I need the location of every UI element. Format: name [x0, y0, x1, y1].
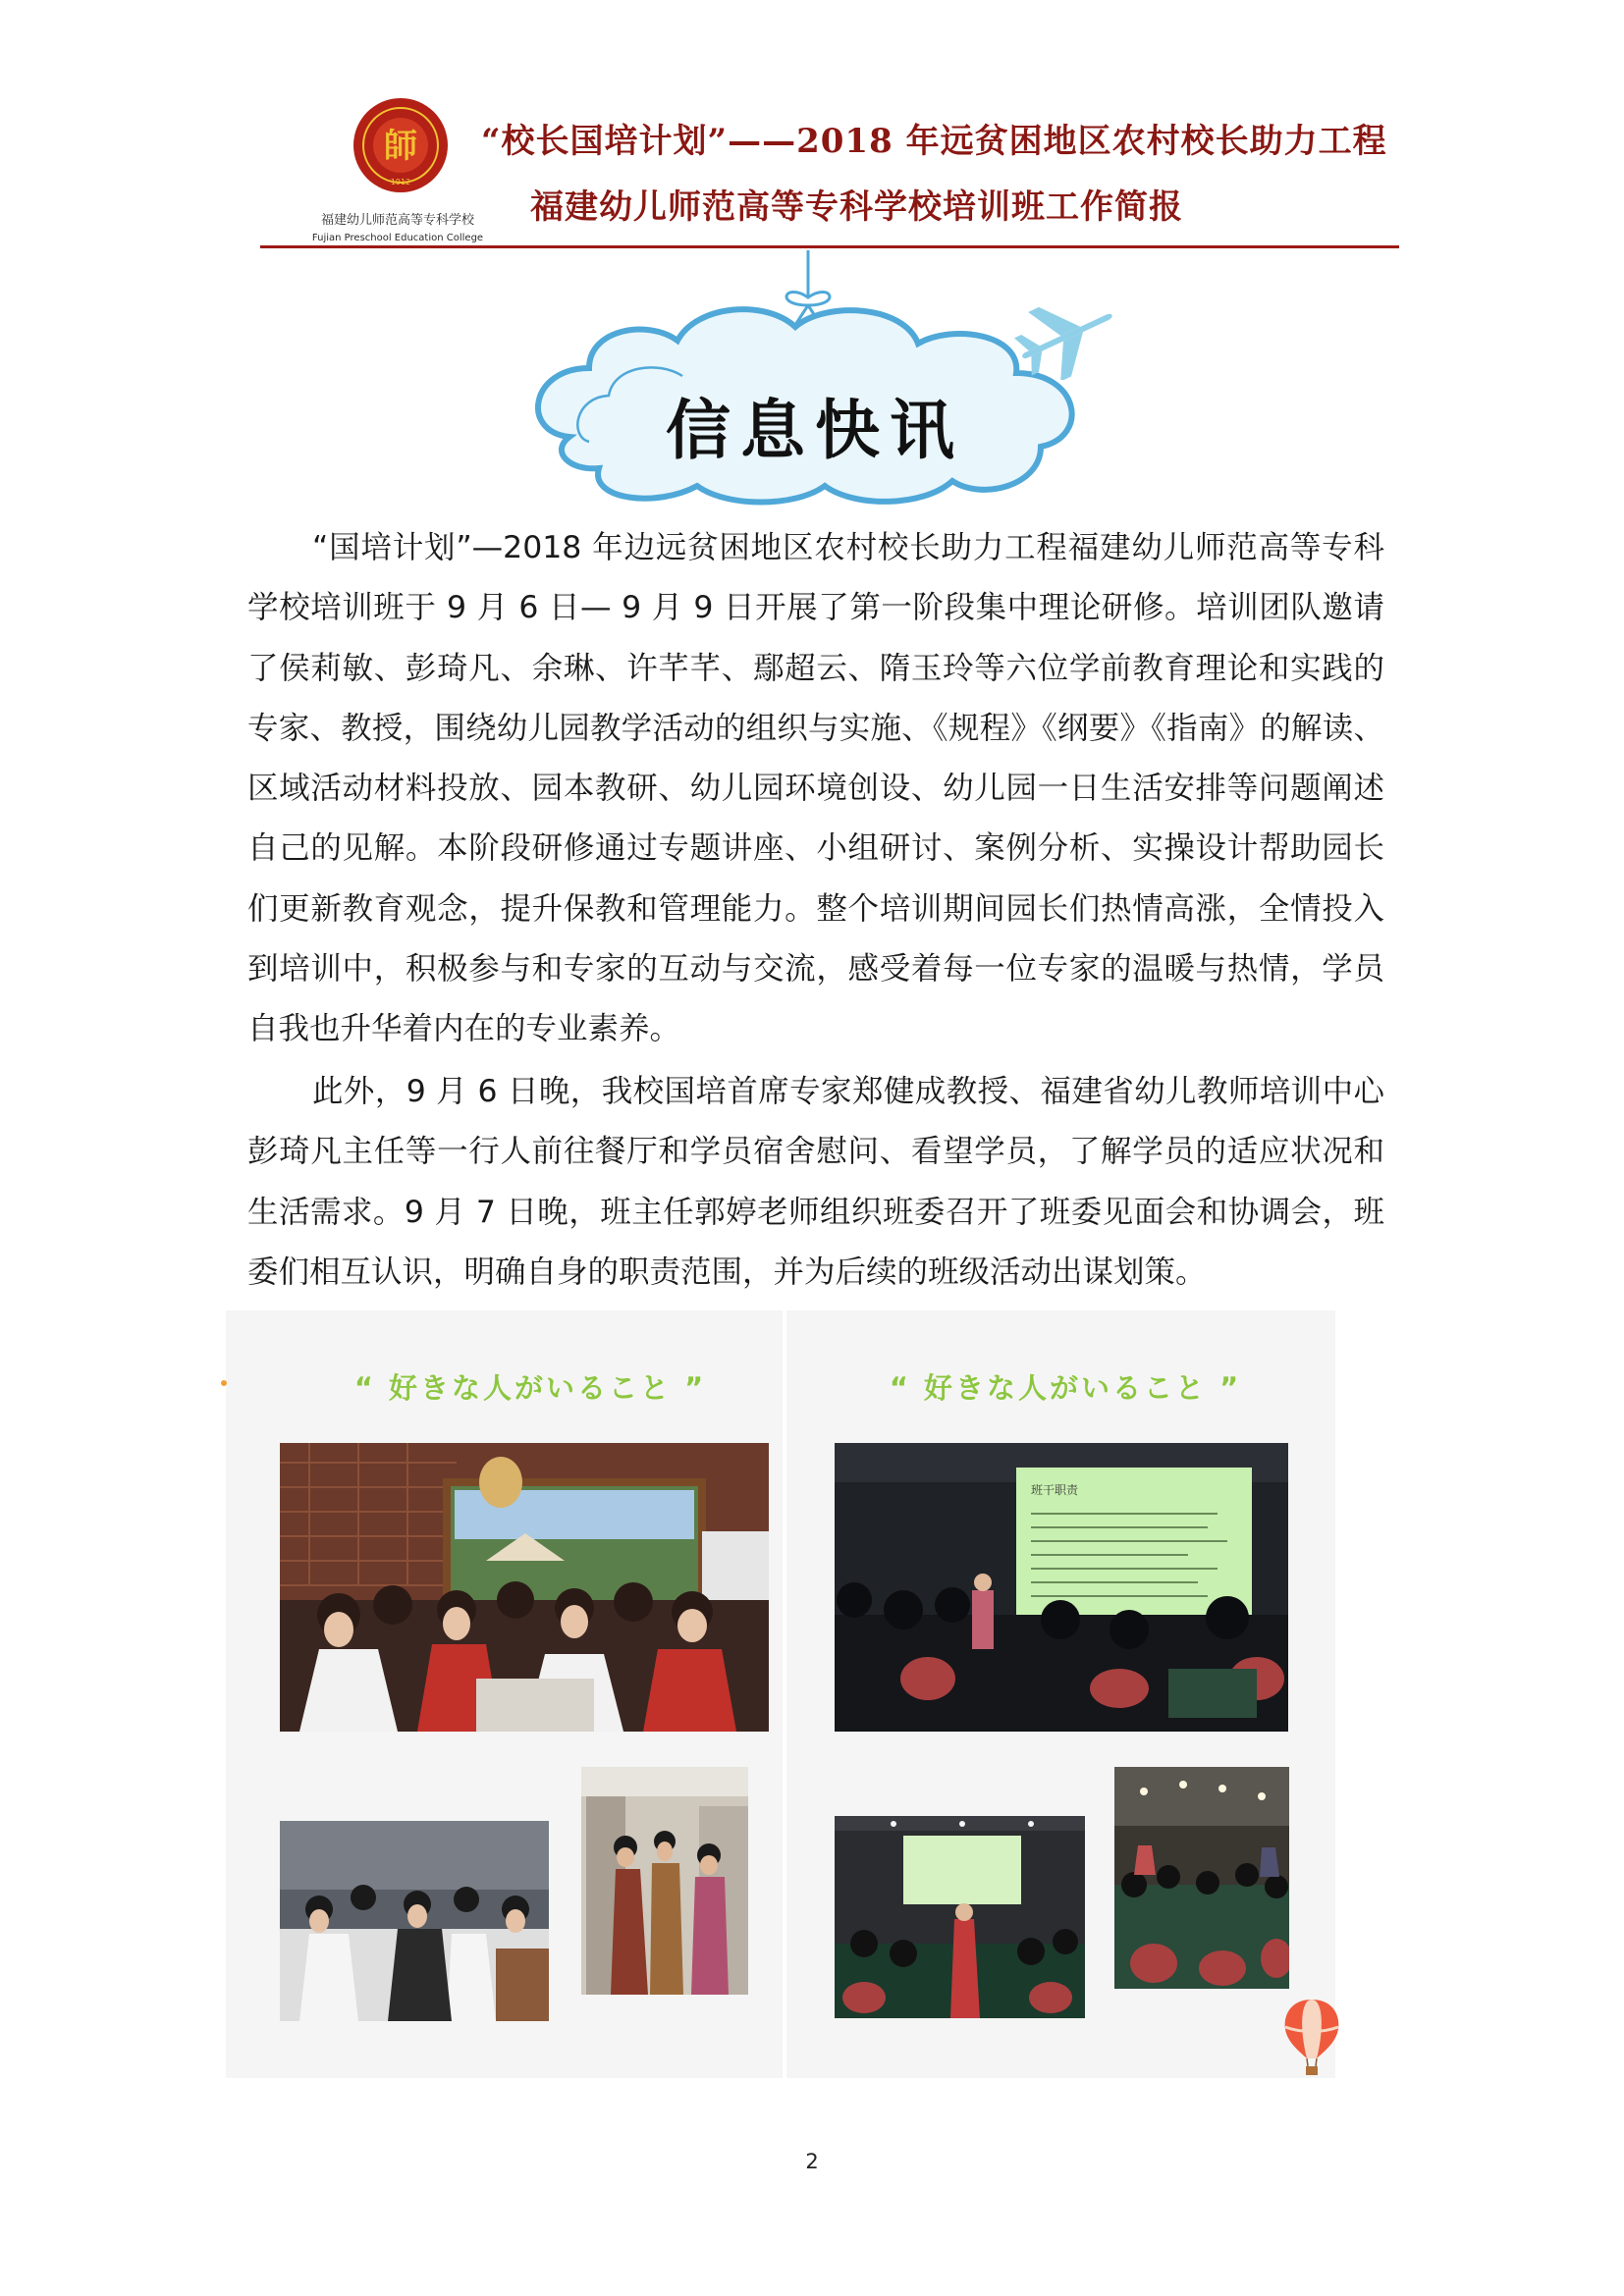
photo-panel-divider	[783, 1310, 786, 2078]
logo-school-name-cn: 福建幼儿师范高等专科学校	[320, 213, 475, 228]
logo-school-name-en: Fujian Preschool Education College	[311, 233, 484, 243]
page-number: 2	[805, 2150, 819, 2173]
projection-screen-heading: 班干职责	[1031, 1483, 1079, 1497]
classroom-projection-photo	[835, 1443, 1288, 1732]
meeting-room-photo	[835, 1816, 1085, 2018]
section-title: 信息快讯	[666, 392, 964, 468]
slogan-left: “ 好きな人がいること ”	[353, 1371, 707, 1405]
school-logo	[295, 90, 501, 247]
slogan-right: “ 好きな人がいること ”	[889, 1371, 1242, 1405]
decorative-dot-icon	[220, 1372, 228, 1380]
header-title-line-1: “校长国培计划”——2018 年远贫困地区农村校长助力工程	[481, 122, 1387, 161]
logo-emblem-text: 師	[384, 127, 417, 166]
body-paragraph-1: “国培计划”—2018 年边远贫困地区农村校长助力工程福建幼儿师范高等专科学校培训班于 9 月 6 日— 9 月 9 日开展了第一阶段集中理论研修。培训团队邀请了侯莉敏、彭琦凡、余琳、许芊芊、鄢超云、隋玉玲等六位学前教育理论和实践的专家、教授，围绕幼儿园教学活动的组织与实施、《规程》《纲要》《指南》的解读、区域活动材料投放、园本教研、幼儿园环境创设、幼儿园一日生活安排等问题阐述自己的见解。本阶段研修通过专题讲座、小组研讨、案例分析、实操设计帮助园长们更新教育观念，提升保教和管理能力。整个培训期间园长们热情高涨，全情投入到培训中，积极参与和专家的互动与交流，感受着每一位专家的温暖与热情，学员自我也升华着内在的专业素养。	[247, 530, 1384, 1047]
dinner-gathering-photo	[280, 1443, 769, 1732]
hot-air-balloon-icon	[1281, 1998, 1342, 2076]
hallway-visit-photo	[581, 1767, 748, 1995]
dormitory-visit-photo	[280, 1821, 549, 2021]
lecture-hall-photo	[1114, 1767, 1289, 1989]
header-divider	[260, 245, 1399, 248]
airplane-icon	[1011, 287, 1119, 380]
logo-year: 1912	[390, 178, 411, 187]
body-paragraph-2: 此外，9 月 6 日晚，我校国培首席专家郑健成教授、福建省幼儿教师培训中心彭琦凡主任等一行人前往餐厅和学员宿舍慰问、看望学员，了解学员的适应状况和生活需求。9 月 7 日晚，班主任郭婷老师组织班委召开了班委见面会和协调会，班委们相互认识，明确自身的职责范围，并为后续的班级活动出谋划策。	[247, 1074, 1384, 1290]
header-title-line-2: 福建幼儿师范高等专科学校培训班工作简报	[530, 187, 1183, 227]
